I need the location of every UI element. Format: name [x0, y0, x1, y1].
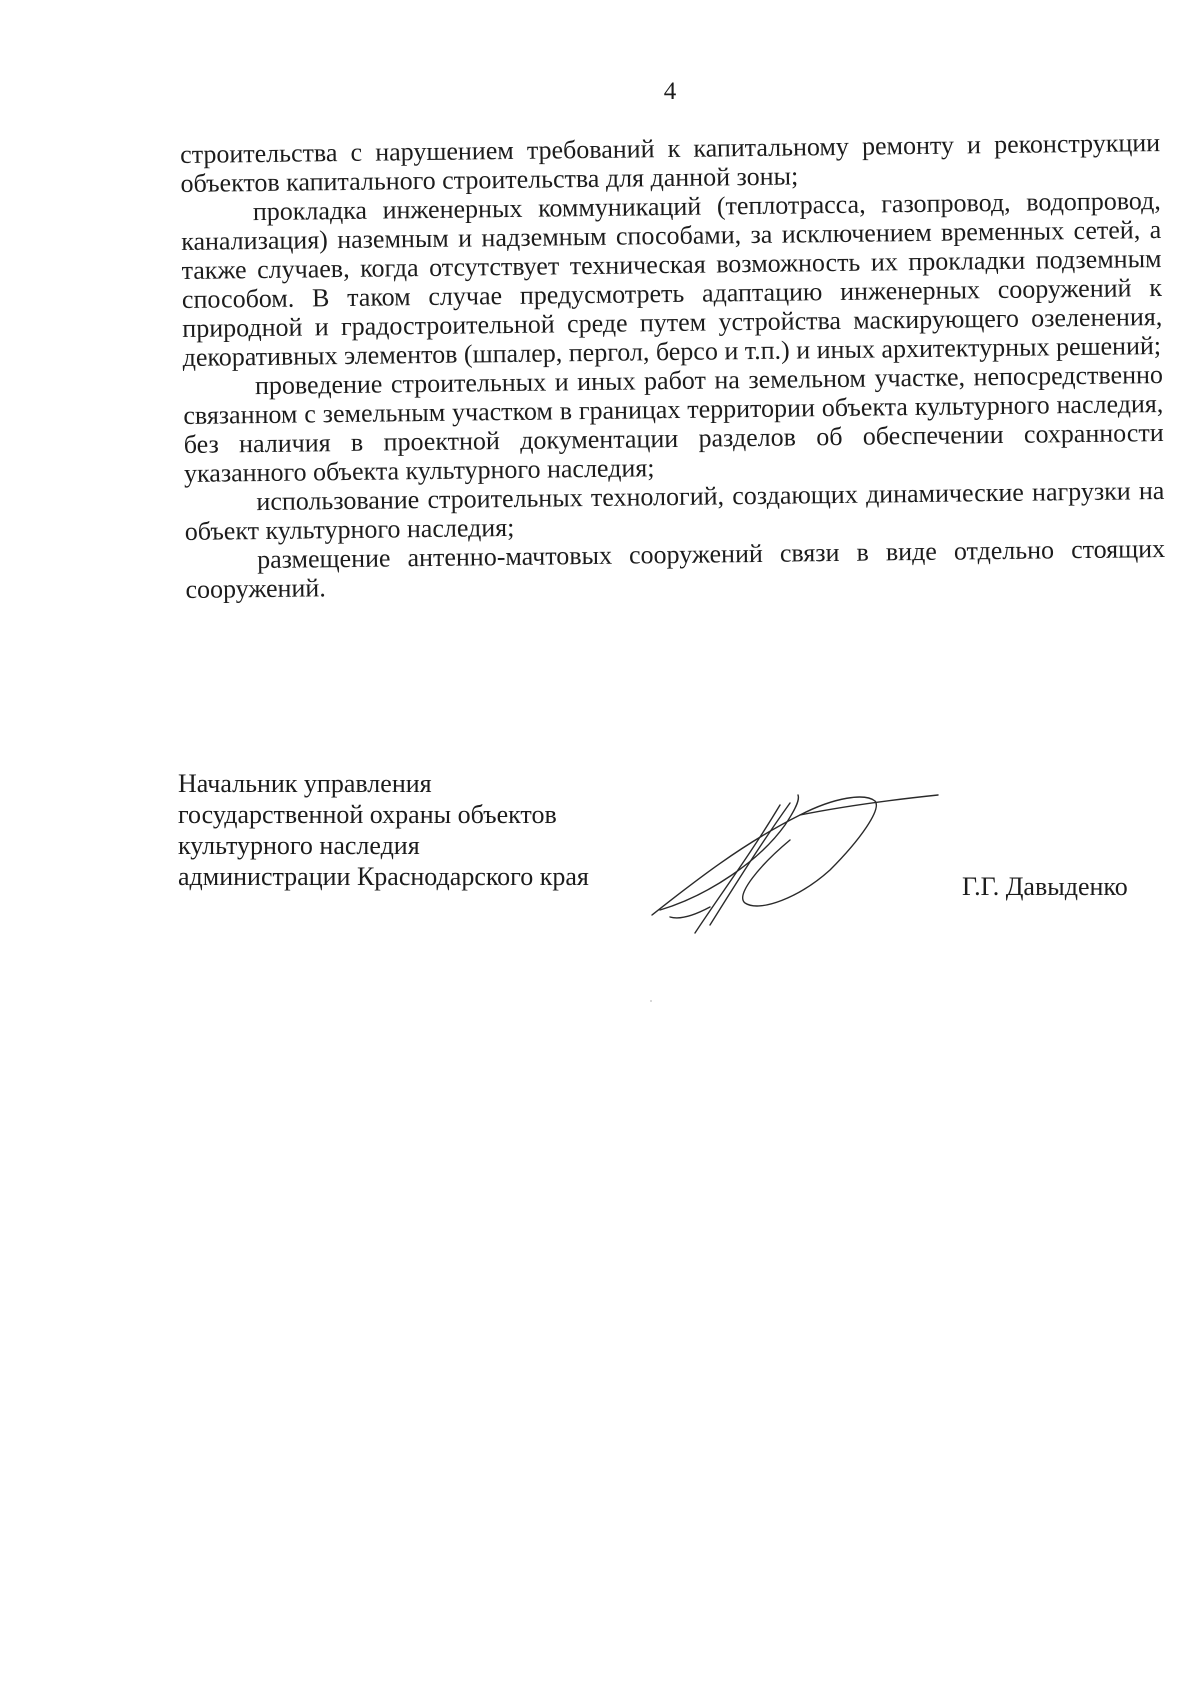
signer-position-line: культурного наследия	[178, 831, 420, 860]
signer-position	[178, 768, 589, 892]
paragraph-utility-lines: прокладка инженерных коммуникаций (теплотрасса, газопровод, водопровод, канализация) наземным и надземным способами, за исключением временных сетей, а также случаев, когда отсутствует техническая возможность их прокладки подземным способом. В таком случае предусмотреть адаптацию инженерных сооружений к природной и градостроительной среде путем устройства маскирующего озеленения, декоративных элементов (шпалер, пергол, берсо и т.п.) и иных архитектурных решений;	[181, 186, 1163, 372]
paragraph-continuation: строительства с нарушением требований к капитальному ремонту и реконструкции объектов капитального строительства для данной зоны;	[180, 128, 1161, 198]
paragraph-antenna-masts: размещение антенно-мачтовых сооружений связи в виде отдельно стоящих сооружений.	[185, 533, 1166, 604]
signer-position-line: государственной охраны объектов	[178, 800, 557, 829]
document-body	[180, 128, 1166, 604]
scan-speck	[650, 1000, 652, 1002]
paragraph-dynamic-loads: использование строительных технологий, создающих динамические нагрузки на объект культурного наследия;	[184, 476, 1165, 546]
signer-name: Г.Г. Давыденко	[962, 872, 1128, 901]
page-number: 4	[663, 78, 677, 105]
signer-position-line: Начальник управления	[178, 769, 432, 798]
handwritten-signature	[650, 785, 940, 935]
paragraph-construction-works: проведение строительных и иных работ на земельном участке, непосредственно связанном с земельным участком в границах территории объекта культурного наследия, без наличия в проектной документации разделов об обеспечении сохранности указанного объекта культурного наследия;	[183, 360, 1164, 488]
signer-position-line: администрации Краснодарского края	[178, 862, 589, 891]
